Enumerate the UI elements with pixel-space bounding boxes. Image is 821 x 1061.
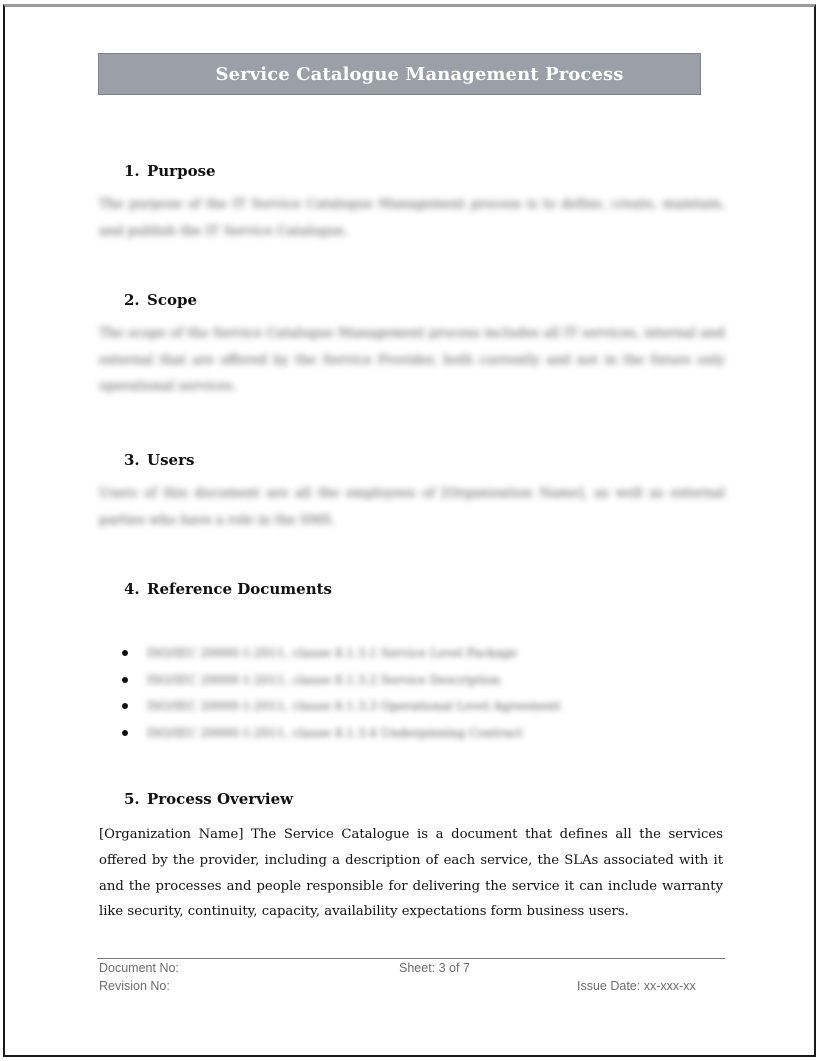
section-title: Reference Documents bbox=[147, 580, 333, 598]
section-title: Users bbox=[147, 451, 195, 469]
section-number: 4. bbox=[124, 580, 140, 598]
document-title: Service Catalogue Management Process bbox=[215, 63, 624, 85]
footer-issue-date: Issue Date: xx-xxx-xx bbox=[577, 979, 696, 993]
section-number: 2. bbox=[124, 291, 140, 309]
list-item-text: ISO/IEC 20000-1:2011, clause 8.1.3.2 Service Description bbox=[147, 672, 501, 687]
list-item-text: ISO/IEC 20000-1:2011, clause 8.1.3.4 Underpinning Contract bbox=[147, 725, 523, 740]
list-item bbox=[122, 667, 622, 694]
list-item-text: ISO/IEC 20000-1:2011, clause 8.1.3.1 Service Level Package bbox=[147, 646, 518, 660]
bullet-icon bbox=[122, 677, 128, 683]
section-body-users: Users of this document are all the employees of [Organization Name], as well as external parties who have a role in the SMS. bbox=[99, 486, 725, 528]
section-body-process-overview: [Organization Name] The Service Catalogue is a document that defines all the services offered by the provider, including a description of each service, the SLAs associated with it and the processes and people responsible for delivering the service it can include warranty like security, continuity, capacity, availability expectations form business users. bbox=[99, 827, 723, 920]
section-body-purpose: The purpose of the IT Service Catalogue Management process is to define, create, maintain, and publish the IT Service Catalogue. bbox=[99, 197, 725, 239]
section-heading-scope bbox=[124, 291, 197, 309]
list-item bbox=[122, 693, 622, 720]
footer-document-no: Document No: bbox=[99, 961, 179, 975]
section-heading-process-overview bbox=[124, 790, 293, 808]
list-item bbox=[122, 720, 622, 747]
list-item bbox=[122, 640, 622, 667]
list-item-text: ISO/IEC 20000-1:2011, clause 8.1.3.3 Operational Level Agreement bbox=[147, 699, 561, 713]
section-heading-reference-documents bbox=[124, 580, 332, 598]
section-heading-users bbox=[124, 451, 194, 469]
footer-sheet-number: Sheet: 3 of 7 bbox=[399, 961, 470, 975]
section-number: 1. bbox=[124, 162, 140, 180]
section-body-scope: The scope of the Service Catalogue Management process includes all IT services, internal and external that are offered by the Service Provider, both currently and not in the future only operational services. bbox=[99, 326, 725, 394]
bullet-icon bbox=[122, 703, 128, 709]
document-title-banner bbox=[98, 53, 701, 95]
section-title: Process Overview bbox=[147, 790, 294, 808]
footer-divider bbox=[97, 958, 725, 959]
bullet-icon bbox=[122, 730, 128, 736]
footer-revision-no: Revision No: bbox=[99, 979, 170, 993]
section-title: Purpose bbox=[147, 162, 216, 180]
bullet-icon bbox=[122, 650, 128, 656]
section-number: 5. bbox=[124, 790, 140, 808]
reference-documents-list bbox=[122, 640, 622, 746]
section-heading-purpose bbox=[124, 162, 216, 180]
section-number: 3. bbox=[124, 451, 140, 469]
section-title: Scope bbox=[147, 291, 198, 309]
